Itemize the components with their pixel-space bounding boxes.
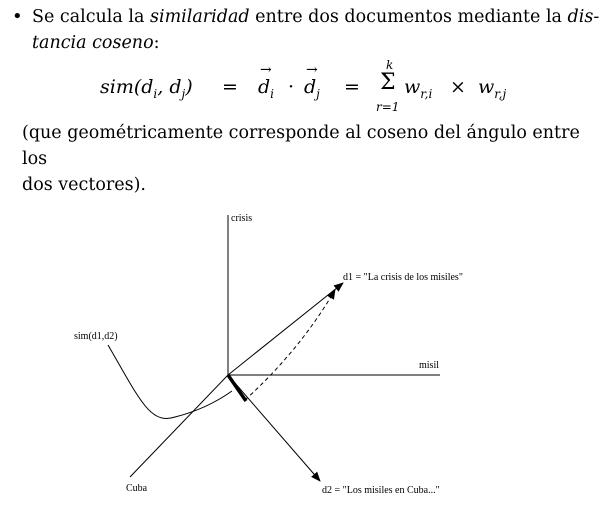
- formula-times: ×: [450, 76, 466, 98]
- similarity-pointer: [108, 345, 232, 418]
- vector-d1-label: d1 = "La crisis de los misiles": [343, 272, 463, 283]
- formula-weight-rj: $w_{r,j}$: [478, 76, 507, 101]
- intro-text-1: Se calcula la: [32, 7, 150, 27]
- similarity-label: sim(d1,d2): [74, 331, 118, 342]
- sum-icon: Σ: [380, 70, 396, 95]
- axis-crisis-label: crisis: [231, 213, 253, 224]
- formula-equals-1: =: [222, 76, 238, 98]
- projection-arc: [245, 290, 335, 400]
- geometric-note: [22, 120, 602, 198]
- axis-misil-label: misil: [419, 360, 440, 371]
- term-similaridad: similaridad: [150, 7, 250, 27]
- axis-cuba-label: Cuba: [126, 483, 148, 494]
- vector-d2-label: d2 = "Los misiles en Cuba...": [322, 485, 440, 496]
- formula-vector-di: → $d_i$: [258, 62, 275, 101]
- vector-space-diagram: [0, 195, 608, 517]
- formula-dot: ·: [288, 76, 295, 98]
- sum-upper-limit: k: [386, 58, 394, 72]
- formula-vector-dj: → $d_j$: [304, 62, 320, 101]
- note-line-2: dos vectores).: [22, 175, 146, 195]
- intro-paragraph: [12, 4, 602, 56]
- vector-arrow-icon: →: [260, 62, 272, 78]
- axis-cuba: [130, 375, 228, 477]
- bullet-icon: •: [12, 6, 23, 27]
- vector-arrow-icon: →: [306, 62, 318, 78]
- term-distancia-a: dis-: [567, 7, 600, 27]
- formula-equals-2: =: [344, 76, 360, 98]
- formula-lhs: $sim(d_i$, $d_j$): [100, 76, 193, 101]
- sum-lower-limit: r=1: [376, 100, 400, 114]
- cosine-formula: [100, 58, 540, 120]
- vector-d2: [228, 375, 320, 481]
- intro-text-2: entre dos documentos mediante la: [249, 7, 568, 27]
- note-line-1: (que geométricamente corresponde al coseno del ángulo entre los: [22, 123, 580, 169]
- angle-marker: [228, 375, 246, 401]
- intro-line-1: [12, 4, 602, 30]
- formula-weight-ri: $w_{r,i}$: [404, 76, 433, 101]
- vector-d1: [228, 283, 343, 375]
- intro-text-3: :: [153, 33, 160, 53]
- intro-line-2: [32, 30, 602, 56]
- term-distancia-b: tancia coseno: [32, 33, 154, 53]
